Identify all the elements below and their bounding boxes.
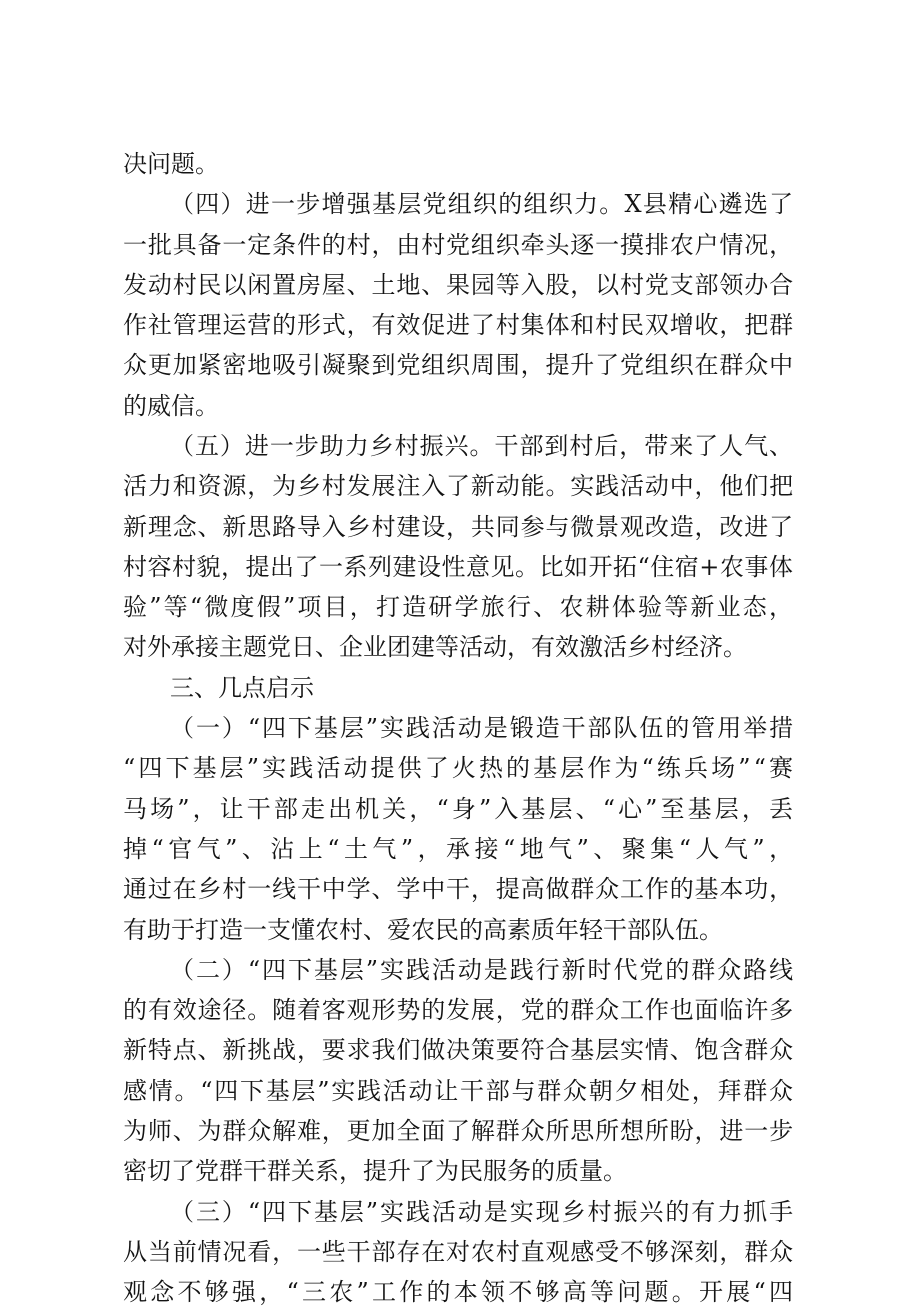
line-text: 的威信。 bbox=[123, 392, 219, 420]
line-text: （三）“四下基层”实践活动是实现乡村振兴的有力抓手 bbox=[170, 1198, 796, 1226]
text-line bbox=[0, 386, 909, 426]
text-line bbox=[0, 1151, 909, 1191]
line-text: 感情。“四下基层”实践活动让干部与群众朝夕相处，拜群众 bbox=[123, 1077, 795, 1105]
text-line bbox=[0, 144, 909, 184]
line-text: 活力和资源，为乡村发展注入了新动能。实践活动中，他们把 bbox=[123, 472, 794, 500]
text-line bbox=[0, 1030, 909, 1070]
text-line bbox=[0, 265, 909, 305]
line-text: 作社管理运营的形式，有效促进了村集体和村民双增收，把群 bbox=[123, 311, 794, 339]
text-line bbox=[0, 990, 909, 1030]
text-line bbox=[0, 1232, 909, 1272]
text-line bbox=[0, 547, 909, 587]
line-text: 村容村貌，提出了一系列建设性意见。比如开拓“住宿+农事体 bbox=[123, 553, 794, 581]
line-text: 众更加紧密地吸引凝聚到党组织周围，提升了党组织在群众中 bbox=[123, 351, 794, 379]
text-line bbox=[0, 708, 909, 748]
line-text: 新特点、新挑战，要求我们做决策要符合基层实情、饱含群众 bbox=[123, 1036, 794, 1064]
line-text: 掉“官气”、沾上“土气”，承接“地气”、聚集“人气”， bbox=[123, 835, 798, 863]
text-line bbox=[0, 748, 909, 788]
text-line bbox=[0, 426, 909, 466]
section-heading bbox=[0, 668, 909, 708]
text-line bbox=[0, 910, 909, 950]
text-line bbox=[0, 345, 909, 385]
text-line bbox=[0, 1192, 909, 1232]
text-line bbox=[0, 950, 909, 990]
line-text: 发动村民以闲置房屋、土地、果园等入股，以村党支部领办合 bbox=[123, 271, 794, 299]
line-text: 的有效途径。随着客观形势的发展，党的群众工作也面临许多 bbox=[123, 996, 794, 1024]
line-text: （二）“四下基层”实践活动是践行新时代党的群众路线 bbox=[170, 956, 796, 984]
text-line bbox=[0, 305, 909, 345]
text-line bbox=[0, 869, 909, 909]
text-line bbox=[0, 225, 909, 265]
text-line bbox=[0, 627, 909, 667]
line-text: 从当前情况看，一些干部存在对农村直观感受不够深刻，群众 bbox=[123, 1238, 794, 1266]
text-line bbox=[0, 587, 909, 627]
line-text: （一）“四下基层”实践活动是锻造干部队伍的管用举措 bbox=[170, 714, 796, 742]
line-text: 新理念、新思路导入乡村建设，共同参与微景观改造，改进了 bbox=[123, 513, 794, 541]
text-line bbox=[0, 829, 909, 869]
line-text: “四下基层”实践活动提供了火热的基层作为“练兵场”“赛 bbox=[123, 754, 797, 782]
text-line bbox=[0, 1272, 909, 1312]
line-text: 对外承接主题党日、企业团建等活动，有效激活乡村经济。 bbox=[123, 633, 747, 661]
line-text: （五）进一步助力乡村振兴。干部到村后，带来了人气、 bbox=[170, 432, 794, 460]
line-text: （四）进一步增强基层党组织的组织力。X县精心遴选了 bbox=[170, 190, 795, 218]
line-text: 为师、为群众解难，更加全面了解群众所思所想所盼，进一步 bbox=[123, 1117, 794, 1145]
text-line bbox=[0, 789, 909, 829]
text-line bbox=[0, 507, 909, 547]
line-text: 有助于打造一支懂农村、爱农民的高素质年轻干部队伍。 bbox=[123, 916, 723, 944]
line-text: 一批具备一定条件的村，由村党组织牵头逐一摸排农户情况， bbox=[123, 231, 794, 259]
line-text: 决问题。 bbox=[123, 150, 219, 178]
text-line bbox=[0, 1071, 909, 1111]
line-text: 马场”，让干部走出机关，“身”入基层、“心”至基层，丢 bbox=[123, 795, 797, 823]
line-text: 三、几点启示 bbox=[170, 674, 314, 702]
line-text: 观念不够强，“三农”工作的本领不够高等问题。开展“四 bbox=[123, 1278, 797, 1306]
line-text: 密切了党群干群关系，提升了为民服务的质量。 bbox=[123, 1157, 627, 1185]
line-text: 通过在乡村一线干中学、学中干，提高做群众工作的基本功， bbox=[123, 875, 794, 903]
text-line bbox=[0, 1111, 909, 1151]
text-line bbox=[0, 466, 909, 506]
text-line bbox=[0, 184, 909, 224]
line-text: 验”等“微度假”项目，打造研学旅行、农耕体验等新业态， bbox=[123, 593, 796, 621]
